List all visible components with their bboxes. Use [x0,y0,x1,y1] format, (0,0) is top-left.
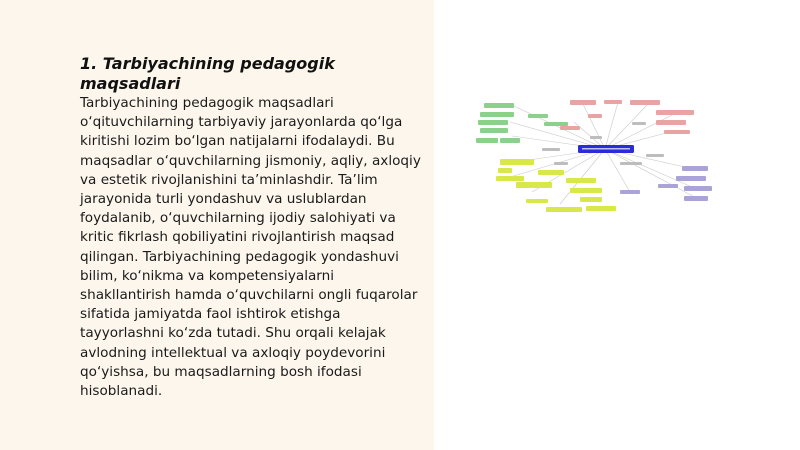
slide-body-text: Tarbiyachining pedagogik maqsadlari o‘qituvchilarning tarbiyaviy jarayonlarda qo‘lga kiritishi lozim bo‘lgan natijalarni ifodalaydi. Bu maqsadlar o‘quvchilarning jismoniy, aqliy, axloqiy va estetik rivojlanishini ta’minlashdir. Ta’lim jarayonida turli yondashuv va uslublardan foydalanib, o‘quvchilarning ijodiy salohiyati va kritic fikrlash qobiliyatini rivojlantirish maqsad qilingan. Tarbiyachining pedagogik yondashuvi bilim, ko‘nikma va kompetensiyalarni shakllantirish hamda o‘quvchilarni ongli fuqarolar sifatida jamiyatda faol ishtirok etishga tayyorlashni ko‘zda tutadi. Shu orqali kelajak avlodning intellektual va axloqiy poydevorini qo‘yishsa, bu maqsadlarning bosh ifodasi hisoblanadi. [80,95,421,400]
purple-branch-nodes [620,166,712,201]
slide-title: 1. Tarbiyachining pedagogik maqsadlari [80,54,335,93]
mind-map-image [470,92,730,224]
yellow-branch-nodes [496,159,616,212]
pink-branch-nodes [560,100,694,134]
center-node-label-line [582,148,630,150]
image-panel [434,0,800,450]
green-branch-nodes [476,103,568,143]
